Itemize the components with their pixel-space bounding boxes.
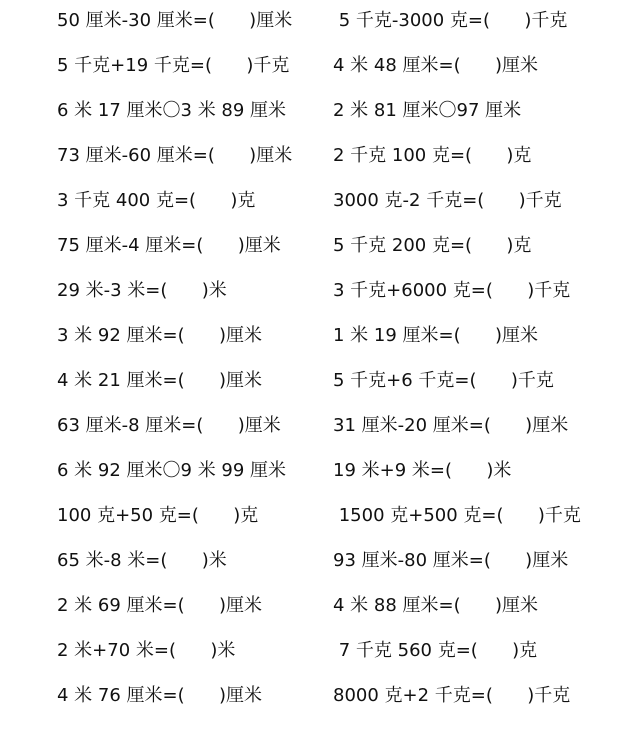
problem-row xyxy=(0,501,634,531)
problem-right: 1500 克+500 克=( )千克 xyxy=(333,505,581,526)
problem-row xyxy=(0,591,634,621)
problem-left: 50 厘米-30 厘米=( )厘米 xyxy=(57,10,293,31)
problem-right: 2 千克 100 克=( )克 xyxy=(333,145,532,166)
problem-left: 63 厘米-8 厘米=( )厘米 xyxy=(57,415,281,436)
problem-right: 5 千克-3000 克=( )千克 xyxy=(333,10,568,31)
problem-right: 5 千克+6 千克=( )千克 xyxy=(333,370,554,391)
problem-right: 7 千克 560 克=( )克 xyxy=(333,640,538,661)
problem-right: 1 米 19 厘米=( )厘米 xyxy=(333,325,538,346)
problem-row xyxy=(0,231,634,261)
problem-row xyxy=(0,6,634,36)
problem-right: 31 厘米-20 厘米=( )厘米 xyxy=(333,415,569,436)
problem-left: 29 米-3 米=( )米 xyxy=(57,280,227,301)
problem-row xyxy=(0,276,634,306)
problem-left: 73 厘米-60 厘米=( )厘米 xyxy=(57,145,293,166)
problem-left: 5 千克+19 千克=( )千克 xyxy=(57,55,290,76)
problem-row xyxy=(0,636,634,666)
problem-row xyxy=(0,96,634,126)
problem-right: 93 厘米-80 厘米=( )厘米 xyxy=(333,550,569,571)
problem-left: 6 米 17 厘米〇3 米 89 厘米 xyxy=(57,100,287,121)
problem-left: 2 米 69 厘米=( )厘米 xyxy=(57,595,262,616)
problem-left: 2 米+70 米=( )米 xyxy=(57,640,236,661)
problem-left: 3 米 92 厘米=( )厘米 xyxy=(57,325,262,346)
problem-row xyxy=(0,456,634,486)
problem-row xyxy=(0,186,634,216)
problem-right: 5 千克 200 克=( )克 xyxy=(333,235,532,256)
problem-right: 3 千克+6000 克=( )千克 xyxy=(333,280,571,301)
problem-left: 4 米 76 厘米=( )厘米 xyxy=(57,685,262,706)
problem-left: 75 厘米-4 厘米=( )厘米 xyxy=(57,235,281,256)
problem-row xyxy=(0,51,634,81)
problem-right: 3000 克-2 千克=( )千克 xyxy=(333,190,562,211)
problem-left: 3 千克 400 克=( )克 xyxy=(57,190,256,211)
problem-row xyxy=(0,411,634,441)
problem-right: 19 米+9 米=( )米 xyxy=(333,460,512,481)
problem-row xyxy=(0,141,634,171)
problem-left: 65 米-8 米=( )米 xyxy=(57,550,227,571)
problem-row xyxy=(0,366,634,396)
problem-left: 6 米 92 厘米〇9 米 99 厘米 xyxy=(57,460,287,481)
problem-row xyxy=(0,681,634,711)
problem-row xyxy=(0,321,634,351)
problem-right: 4 米 48 厘米=( )厘米 xyxy=(333,55,538,76)
problem-right: 8000 克+2 千克=( )千克 xyxy=(333,685,571,706)
problem-right: 4 米 88 厘米=( )厘米 xyxy=(333,595,538,616)
problem-row xyxy=(0,546,634,576)
problem-left: 4 米 21 厘米=( )厘米 xyxy=(57,370,262,391)
problem-right: 2 米 81 厘米〇97 厘米 xyxy=(333,100,522,121)
problem-left: 100 克+50 克=( )克 xyxy=(57,505,259,526)
